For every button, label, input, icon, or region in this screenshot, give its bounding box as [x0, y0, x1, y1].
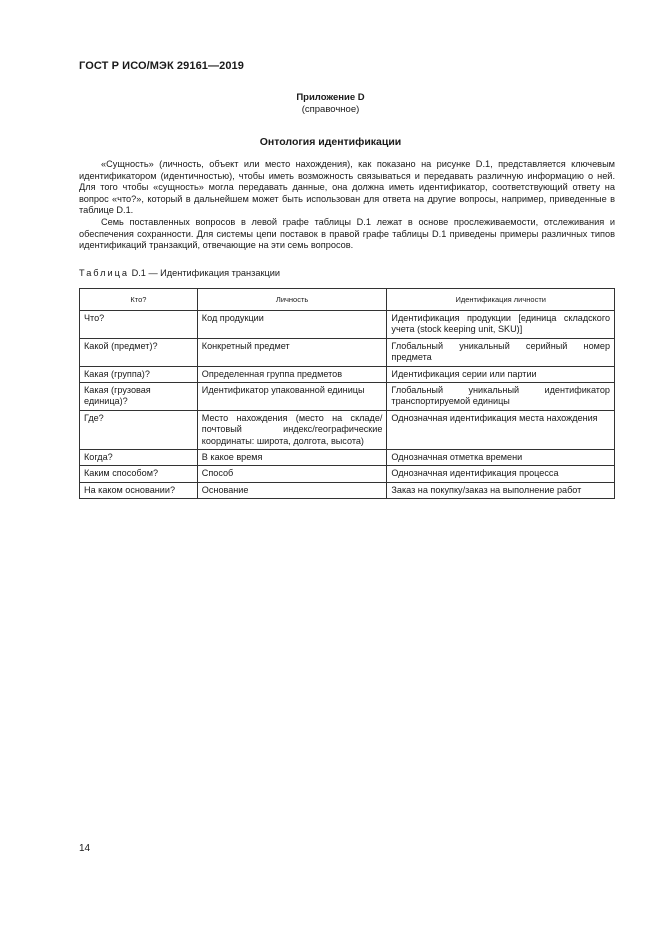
identification-table: [79, 288, 615, 499]
table-cell-question: Какая (группа)?: [80, 366, 198, 382]
table-row: [80, 338, 615, 366]
table-cell-identification: Однозначная идентификация процесса: [387, 466, 615, 482]
appendix-heading: [0, 92, 661, 116]
table-row: [80, 311, 615, 339]
table-caption: [79, 268, 280, 278]
table-row: [80, 410, 615, 449]
table-cell-identity: Конкретный предмет: [197, 338, 387, 366]
table-cell-identification: Идентификация серии или партии: [387, 366, 615, 382]
appendix-title: Приложение D: [296, 92, 365, 103]
body-text: [79, 159, 615, 252]
table-cell-identity: Идентификатор упакованной единицы: [197, 383, 387, 411]
table-cell-identification: Заказ на покупку/заказ на выполнение работ: [387, 482, 615, 498]
table-cell-question: Каким способом?: [80, 466, 198, 482]
table-row: [80, 466, 615, 482]
section-title: Онтология идентификации: [259, 136, 402, 148]
table-cell-question: На каком основании?: [80, 482, 198, 498]
table-cell-question: Где?: [80, 410, 198, 449]
table-cell-identification: Однозначная отметка времени: [387, 450, 615, 466]
table-cell-question: Когда?: [80, 450, 198, 466]
table-cell-identity: Способ: [197, 466, 387, 482]
table-cell-identity: В какое время: [197, 450, 387, 466]
table-cell-identity: Основание: [197, 482, 387, 498]
table-caption-text: D.1 — Идентификация транзакции: [131, 268, 280, 278]
page-number: 14: [79, 843, 91, 854]
table-cell-identification: Глобальный уникальный серийный номер предмета: [387, 338, 615, 366]
table-cell-identity: Определенная группа предметов: [197, 366, 387, 382]
appendix-subtitle: (справочное): [301, 104, 360, 115]
document-header: ГОСТ Р ИСО/МЭК 29161—2019: [79, 60, 244, 72]
table-cell-identification: Идентификация продукции [единица складского учета (stock keeping unit, SKU)]: [387, 311, 615, 339]
column-header-identification: Идентификация личности: [387, 289, 615, 311]
column-header-identity: Личность: [197, 289, 387, 311]
paragraph: «Сущность» (личность, объект или место нахождения), как показано на рисунке D.1, представляется ключевым идентификатором (идентичностью), чтобы иметь возможность связываться и передавать различную информацию о ней. Для того чтобы «сущность» могла передавать данные, она должна иметь идентификатор, соответствующий ответу на вопрос «что?», который в дальнейшем может быть использован для ответа на другие вопросы, например, приведенные в таблице D.1.: [79, 159, 615, 216]
table-cell-identity: Место нахождения (место на складе/почтовый индекс/географические координаты: широта, долгота, высота): [197, 410, 387, 449]
table-row: [80, 366, 615, 382]
table-row: [80, 482, 615, 498]
table-header-row: [80, 289, 615, 311]
table-caption-label: Таблица: [79, 268, 130, 278]
table-row: [80, 383, 615, 411]
column-header-who: Кто?: [80, 289, 198, 311]
table-cell-identification: Глобальный уникальный идентификатор транспортируемой единицы: [387, 383, 615, 411]
paragraph: Семь поставленных вопросов в левой графе таблицы D.1 лежат в основе прослеживаемости, отслеживания и обеспечения сохранности. Для системы цепи поставок в правой графе таблицы D.1 приведены примеры различных типов идентификаций транзакций, отвечающие на эти семь вопросов.: [79, 216, 615, 251]
table-cell-question: Что?: [80, 311, 198, 339]
table-cell-question: Какой (предмет)?: [80, 338, 198, 366]
table-row: [80, 450, 615, 466]
table-cell-question: Какая (грузовая единица)?: [80, 383, 198, 411]
table-cell-identity: Код продукции: [197, 311, 387, 339]
table-cell-identification: Однозначная идентификация места нахождения: [387, 410, 615, 449]
